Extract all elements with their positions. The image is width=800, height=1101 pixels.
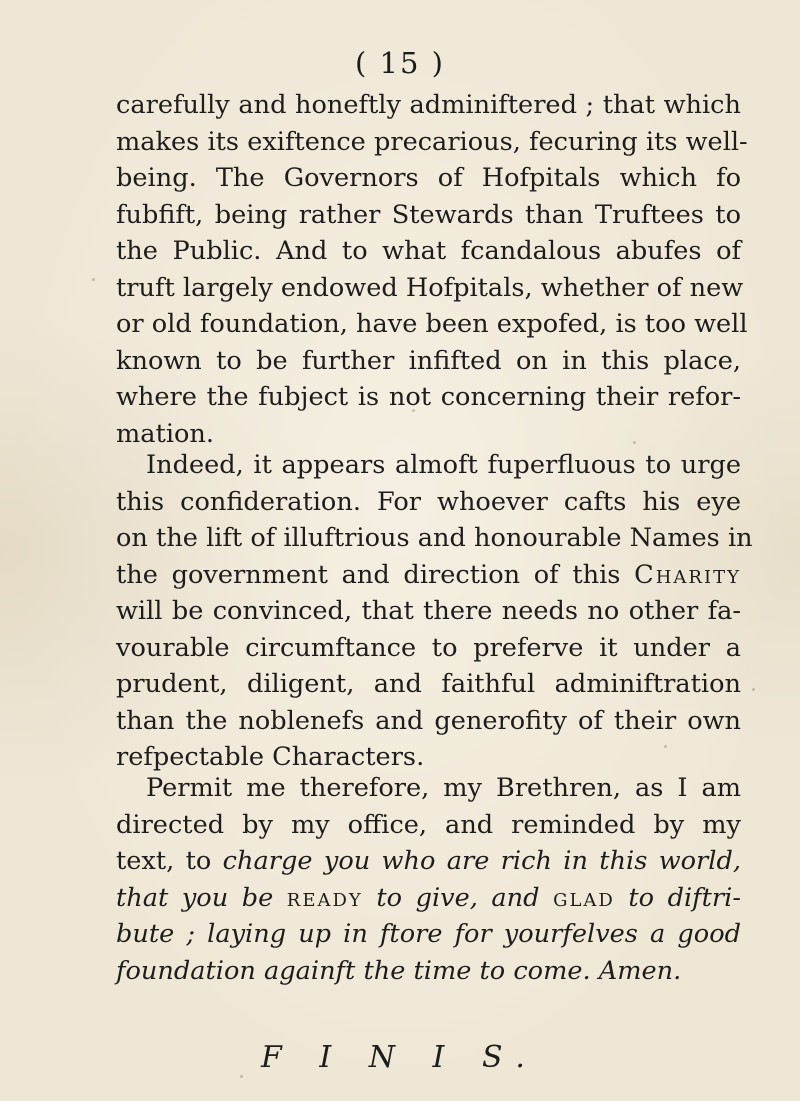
paper-speck [412, 409, 415, 412]
text-line: or old foundation, have been expofed, is too well [116, 309, 748, 339]
page-number: ( 15 ) [355, 46, 445, 80]
text-line: refpectable Characters. [116, 742, 425, 772]
text-line: bute ; laying up in ftore for yourfelves a good [116, 919, 741, 949]
text-line: where the fubject is not concerning their refor- [116, 382, 741, 412]
text-line: will be convinced, that there needs no other fa- [116, 596, 741, 626]
paper-speck [92, 278, 95, 281]
text-line-mixed [116, 880, 741, 917]
text-segment: that you be [116, 882, 287, 913]
text-line: than the noblenefs and generofity of their own [116, 705, 741, 736]
text-line-charity [116, 557, 741, 594]
text-line: being. The Governors of Hofpitals which fo [116, 163, 741, 193]
paper-speck [752, 688, 755, 691]
text-line: makes its exiftence precarious, fecuring its well- [116, 126, 748, 157]
text-line: vourable circumftance to preferve it under a [116, 632, 741, 663]
scripture-quote: charge you who are rich in this world, [222, 846, 741, 876]
text-line: the Public. And to what fcandalous abufes of [116, 236, 741, 266]
text-line: known to be further infifted on in this place, [116, 345, 741, 376]
text-line: truft largely endowed Hofpitals, whether of new [116, 272, 744, 303]
text-line: directed by my office, and reminded by my [116, 809, 741, 840]
text-segment: to give, and [362, 882, 554, 913]
text-line: carefully and honeftly adminiftered ; that which [116, 90, 741, 120]
finis: F I N I S. [261, 1040, 539, 1075]
text-line: Indeed, it appears almoft fuperfluous to urge [146, 450, 741, 480]
text-line: this confideration. For whoever cafts his eye [116, 486, 741, 517]
text-line: foundation againft the time to come. Amen. [116, 955, 682, 986]
text-segment: to diftri- [614, 882, 741, 913]
text-line: mation. [116, 418, 215, 449]
charity-word: Charity [634, 559, 741, 590]
paragraph-1 [116, 87, 748, 452]
text-line: prudent, diligent, and faithful adminiftration [116, 669, 741, 699]
paper-speck [240, 1075, 243, 1078]
paper-speck [633, 441, 636, 444]
text-line: fubfift, being rather Stewards than Truftees to [116, 199, 741, 230]
text-segment: text, to [116, 846, 223, 876]
paragraph-2 [116, 447, 753, 776]
ready-word: ready [286, 882, 363, 913]
text-line: Permit me therefore, my Brethren, as I am [146, 773, 741, 803]
glad-word: glad [553, 882, 615, 913]
paragraph-3 [116, 770, 741, 989]
text-line: on the lift of illuftrious and honourable Names in [116, 523, 753, 553]
paper-speck [664, 745, 667, 748]
text-line-mixed [116, 843, 741, 880]
text-segment: the government and direction of this [116, 559, 635, 590]
